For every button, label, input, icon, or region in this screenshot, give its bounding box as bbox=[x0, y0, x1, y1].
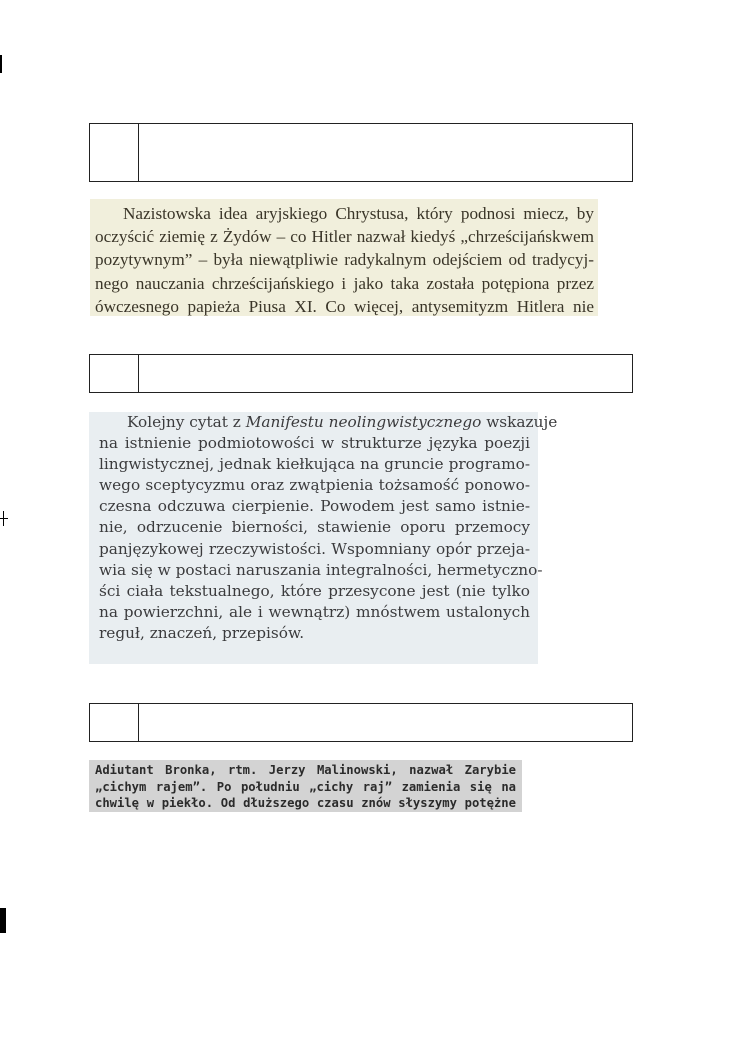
excerpt-2-line: ści ciała tekstualnego, które przesycone jest (nie tylko bbox=[99, 581, 530, 600]
excerpt-2-book-title: Manifestu neolingwistycznego bbox=[245, 413, 482, 431]
text-excerpt-3 bbox=[89, 760, 522, 812]
excerpt-1-line: Nazistowska idea aryjskiego Chrystusa, który podnosi miecz, by bbox=[123, 204, 594, 223]
excerpt-2-line: wego sceptycyzmu oraz zwątpienia tożsamość ponowo- bbox=[99, 476, 530, 495]
answer-box-1-number-cell bbox=[90, 124, 139, 181]
answer-box-2-answer-field[interactable] bbox=[139, 355, 632, 392]
excerpt-3-line: Adiutant Bronka, rtm. Jerzy Malinowski, nazwał Zarybie bbox=[95, 763, 516, 777]
excerpt-2-first-line bbox=[99, 412, 558, 433]
excerpt-2-line: na istnienie podmiotowości w strukturze języka poezji bbox=[99, 434, 530, 453]
excerpt-2-line: reguł, znaczeń, przepisów. bbox=[99, 623, 305, 642]
excerpt-3-line: chwilę w piekło. Od dłuższego czasu znów słyszymy potężne bbox=[95, 796, 516, 810]
excerpt-3-line: „cichym rajem”. Po południu „cichy raj” zamienia się na bbox=[95, 779, 516, 794]
answer-box-3-number-cell bbox=[90, 704, 139, 741]
answer-box-3-answer-field[interactable] bbox=[139, 704, 632, 741]
excerpt-2-lead: Kolejny cytat z bbox=[127, 413, 246, 431]
answer-box-2 bbox=[89, 354, 633, 393]
excerpt-2-line: czesna odczuwa cierpienie. Powodem jest samo istnie- bbox=[99, 497, 530, 516]
excerpt-1-line: oczyścić ziemię z Żydów – co Hitler nazwał kiedyś „chrześcijańskwem bbox=[95, 227, 594, 247]
excerpt-2-line: panjęzykowej rzeczywistości. Wspomniany opór przeja- bbox=[99, 539, 530, 558]
text-excerpt-1 bbox=[90, 199, 598, 316]
scan-registration-mark-bottom bbox=[0, 908, 6, 933]
excerpt-2-line: na powierzchni, ale i wewnątrz) mnóstwem ustalonych bbox=[99, 602, 530, 621]
answer-box-3 bbox=[89, 703, 633, 742]
excerpt-2-line: nie, odrzucenie bierności, stawienie oporu przemocy bbox=[99, 518, 530, 537]
scan-crosshair-mark bbox=[0, 511, 8, 526]
scan-registration-mark-top bbox=[0, 55, 2, 73]
excerpt-2-line: lingwistycznej, jednak kiełkująca na gruncie programo- bbox=[99, 455, 530, 474]
excerpt-1-line: nego nauczania chrześcijańskiego i jako taka została potępiona przez bbox=[95, 273, 594, 293]
excerpt-1-line: pozytywnym” – była niewątpliwie radykalnym odejściem od tradycyj- bbox=[95, 250, 594, 270]
answer-box-1-answer-field[interactable] bbox=[139, 124, 632, 181]
answer-box-1 bbox=[89, 123, 633, 182]
answer-box-2-number-cell bbox=[90, 355, 139, 392]
excerpt-2-lead-end: wskazuje bbox=[481, 413, 558, 431]
excerpt-1-line: ówczesnego papieża Piusa XI. Co więcej, antysemityzm Hitlera nie bbox=[95, 296, 594, 316]
text-excerpt-2 bbox=[89, 412, 558, 664]
excerpt-2-line: wia się w postaci naruszania integralności, hermetyczno- bbox=[99, 560, 543, 579]
